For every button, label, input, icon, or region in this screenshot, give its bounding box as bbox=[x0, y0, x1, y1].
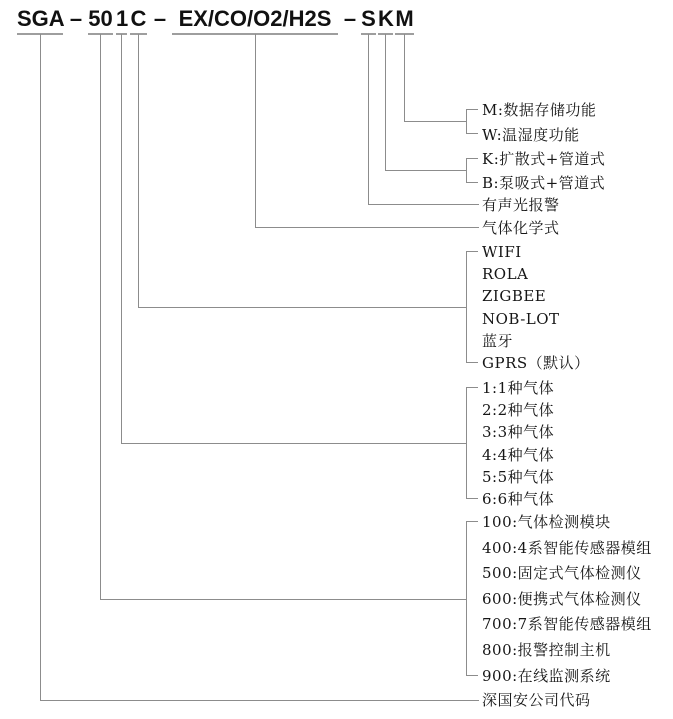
title-segment-communication: C bbox=[130, 6, 147, 35]
line-company-code bbox=[41, 34, 480, 701]
legend-item-sampling-k: K:扩散式+管道式 bbox=[482, 150, 606, 168]
bracket-communication bbox=[467, 252, 479, 363]
legend-item-storage-m: M:数据存储功能 bbox=[482, 101, 597, 119]
title-segment-alarm: S bbox=[361, 6, 376, 35]
title-segment-storage: M bbox=[395, 6, 414, 35]
title-segment-gas-count: 1 bbox=[116, 6, 127, 35]
legend-item-series-400: 400:4系智能传感器模组 bbox=[482, 539, 652, 557]
legend-item-comm-noblot: NOB-LOT bbox=[482, 310, 560, 328]
legend-item-gascount-4: 4:4种气体 bbox=[482, 446, 555, 464]
legend-item-gas-formula: 气体化学式 bbox=[482, 219, 560, 237]
legend-item-series-800: 800:报警控制主机 bbox=[482, 641, 611, 659]
legend-item-series-100: 100:气体检测模块 bbox=[482, 513, 611, 531]
legend-item-series-700: 700:7系智能传感器模组 bbox=[482, 615, 652, 633]
title-segment-sampling: K bbox=[378, 6, 393, 35]
line-product-series bbox=[101, 34, 467, 600]
title-segment-series: 50 bbox=[88, 6, 113, 35]
legend-item-gascount-1: 1:1种气体 bbox=[482, 379, 555, 397]
title-segment-gas-formula: EX/CO/O2/H2S bbox=[172, 6, 338, 35]
legend-item-series-500: 500:固定式气体检测仪 bbox=[482, 564, 642, 582]
legend-item-storage-w: W:温湿度功能 bbox=[482, 126, 580, 144]
title-dash: – bbox=[69, 6, 83, 31]
legend-item-comm-wifi: WIFI bbox=[482, 243, 522, 261]
legend-item-comm-rola: ROLA bbox=[482, 265, 529, 283]
legend-item-gascount-5: 5:5种气体 bbox=[482, 468, 555, 486]
legend-item-sampling-b: B:泵吸式+管道式 bbox=[482, 174, 606, 192]
title-dash: – bbox=[343, 6, 357, 31]
line-storage bbox=[405, 34, 467, 122]
legend-item-comm-gprs: GPRS（默认） bbox=[482, 354, 590, 372]
legend-item-comm-bluetooth: 蓝牙 bbox=[482, 332, 514, 350]
title-dash: – bbox=[153, 6, 167, 31]
legend-item-alarm: 有声光报警 bbox=[482, 196, 560, 214]
line-gas-formula bbox=[256, 34, 480, 228]
legend-item-gascount-2: 2:2种气体 bbox=[482, 401, 555, 419]
legend-item-series-600: 600:便携式气体检测仪 bbox=[482, 590, 642, 608]
bracket-sampling bbox=[467, 159, 479, 183]
legend-item-comm-zigbee: ZIGBEE bbox=[482, 287, 547, 305]
line-sampling bbox=[386, 34, 467, 171]
legend-item-series-900: 900:在线监测系统 bbox=[482, 667, 611, 685]
bracket-storage bbox=[467, 110, 479, 134]
title-segment-company-code: SGA bbox=[17, 6, 63, 35]
legend-item-gascount-3: 3:3种气体 bbox=[482, 423, 555, 441]
bracket-gas-count bbox=[467, 388, 479, 499]
bracket-product-series bbox=[467, 522, 479, 676]
line-gas-count bbox=[122, 34, 467, 444]
legend-item-company: 深国安公司代码 bbox=[482, 691, 591, 709]
legend-item-gascount-6: 6:6种气体 bbox=[482, 490, 555, 508]
